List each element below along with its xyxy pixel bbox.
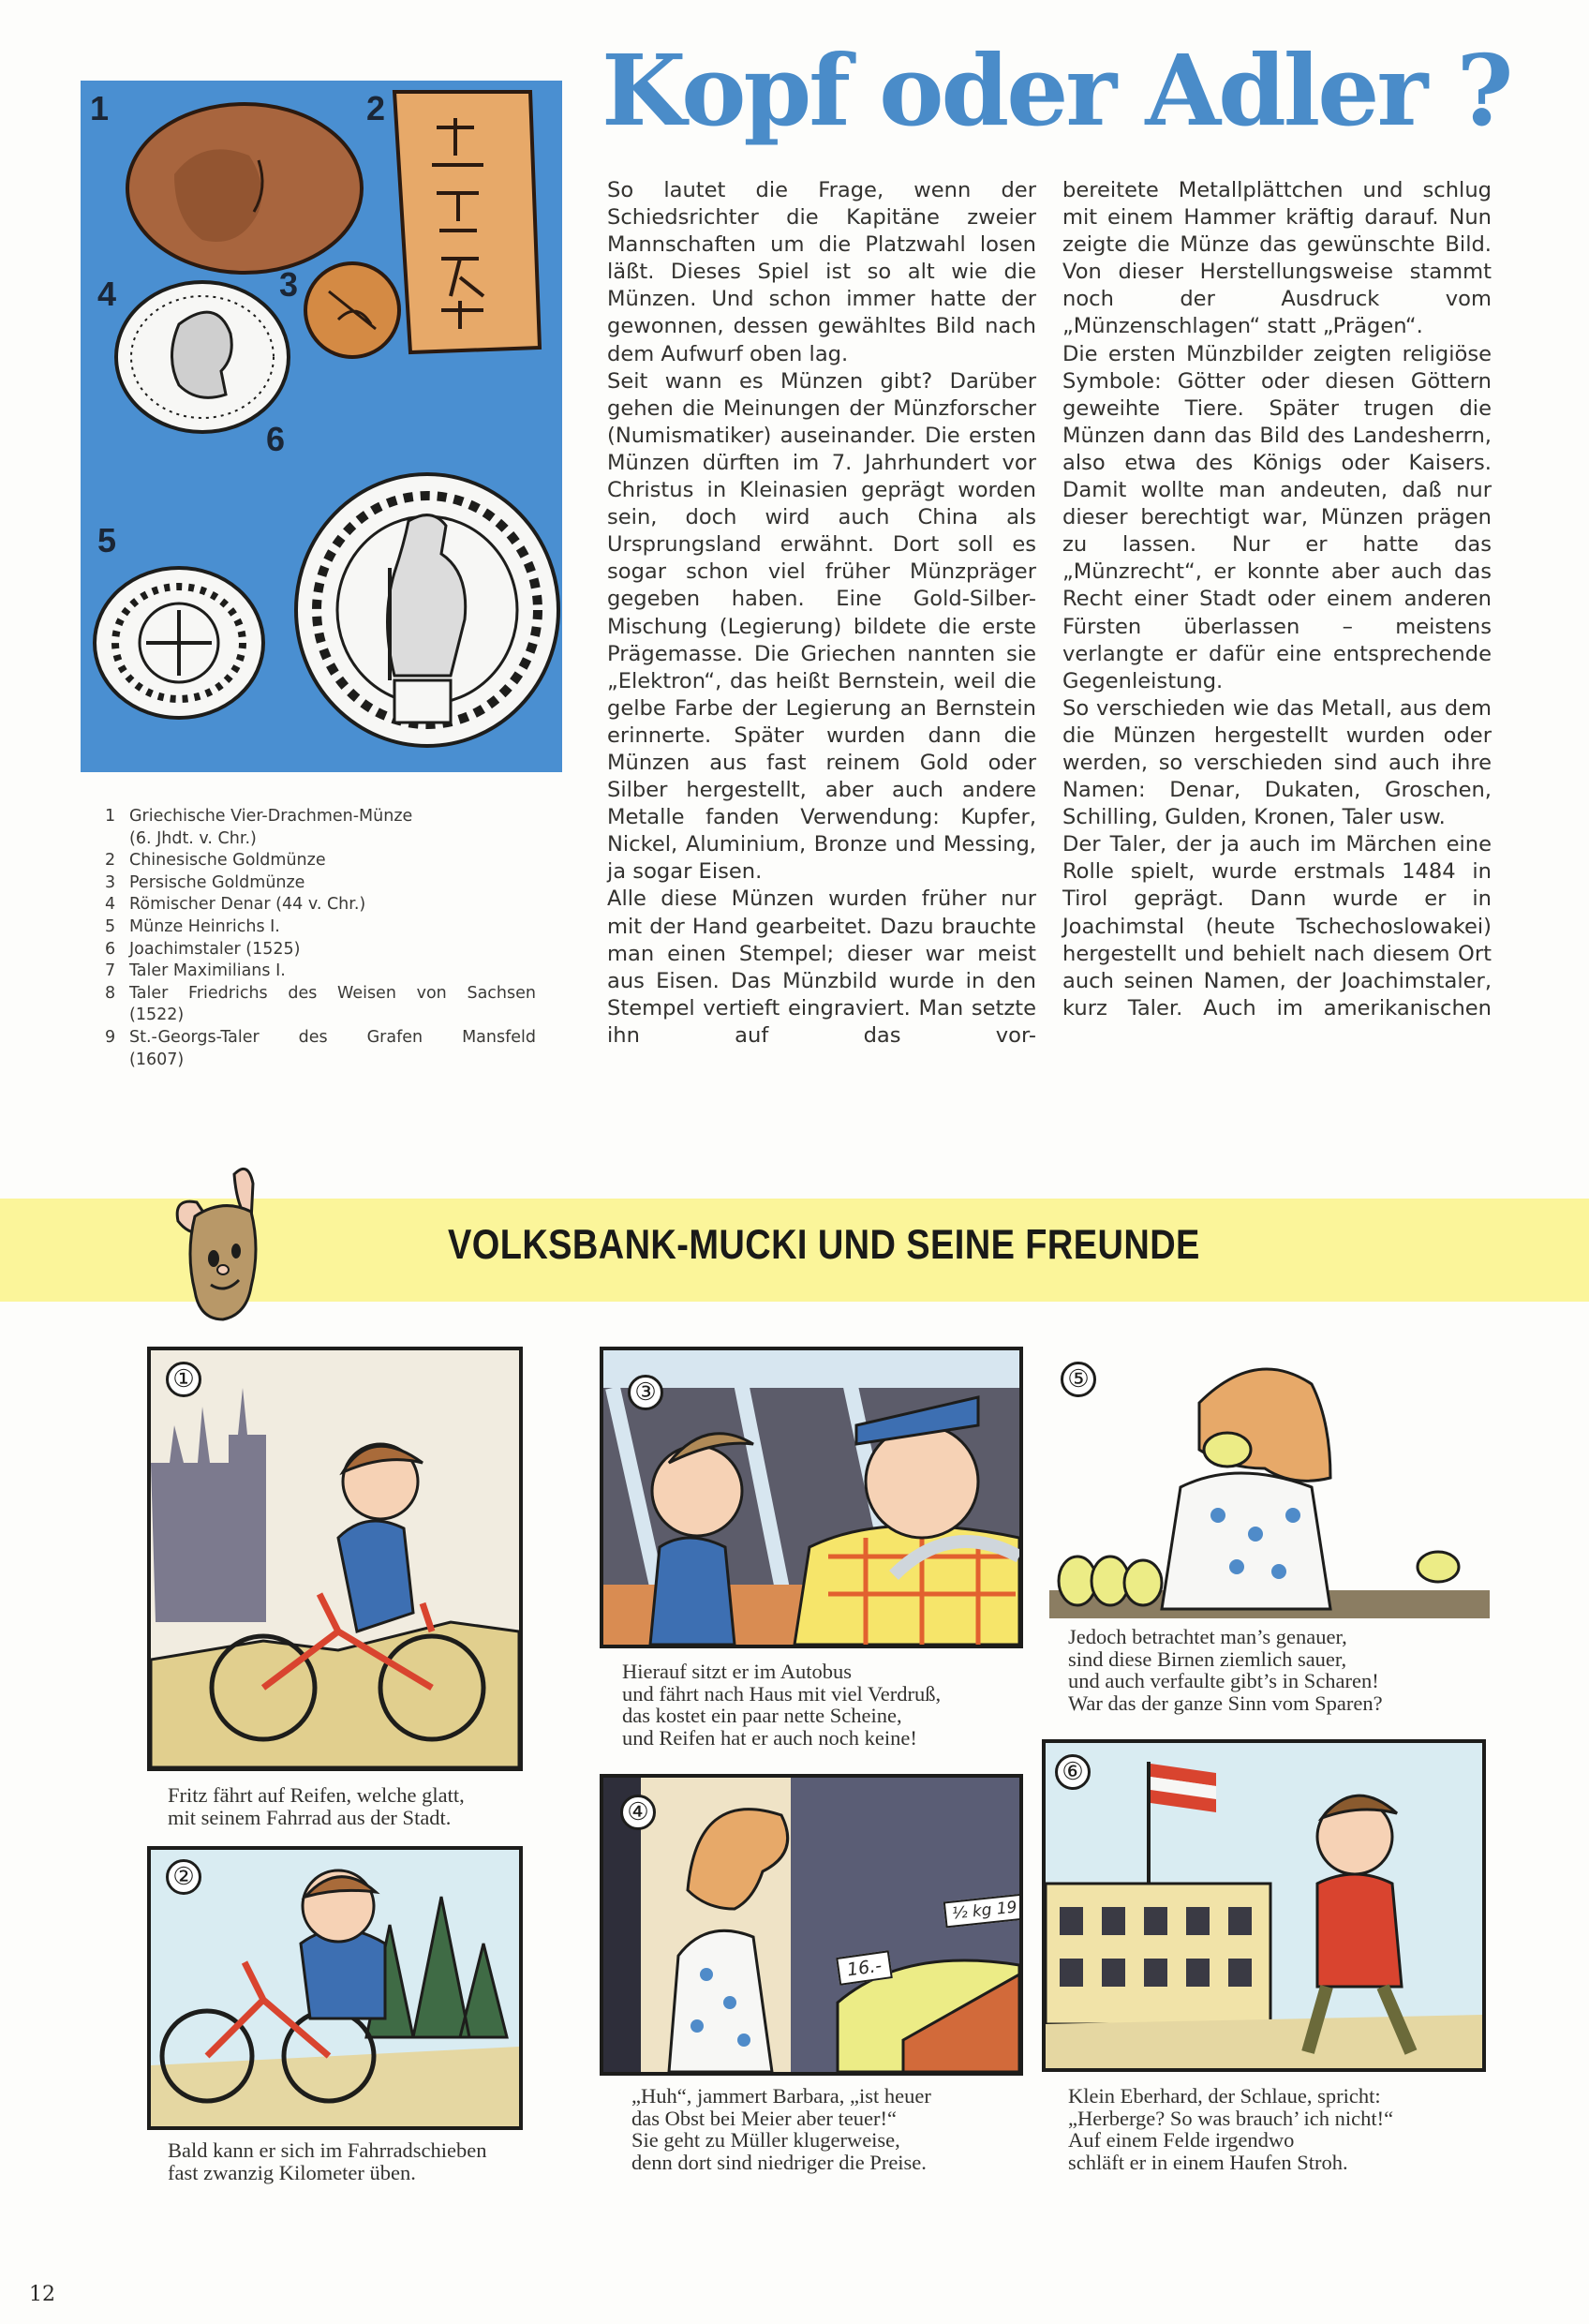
article-paragraph: So lautet die Frage, wenn der Schiedsrichter die Kapitäne zweier Mannschaften um die Platzwahl losen läßt. Dieses Spiel ist so alt wie die Münzen. Und schon immer hatte der gewonnen, dessen gewähltes Bild nach dem Aufwurf oben lag. <box>607 178 1036 366</box>
mucki-mouse-head-icon <box>169 1165 281 1322</box>
panel-4-verse: „Huh“, jammert Barbara, „ist heuer das Obst bei Meier aber teuer!“ Sie geht zu Müller klugerweise, denn dort sind niedriger die Preise. <box>631 2084 931 2174</box>
caption-item: 3 Persische Goldmünze <box>105 872 305 892</box>
caption-item-cont: (1607) <box>129 1050 185 1069</box>
panel-5-illustration-sour-pear <box>1040 1347 1497 1618</box>
price-sign: ½ kg 19 <box>943 1894 1023 1929</box>
article-title: Kopf oder Adler ? <box>601 33 1511 148</box>
caption-item: 2 Chinesische Goldmünze <box>105 851 326 871</box>
panel-number-badge: ④ <box>620 1795 656 1830</box>
comic-panel-1 <box>147 1347 523 1771</box>
panel-2-verse: Bald kann er sich im Fahrradschieben fast zwanzig Kilometer üben. <box>168 2138 487 2184</box>
panel-3-verse: Hierauf sitzt er im Autobus und fährt nach Haus mit viel Verdruß, das kostet ein paar nette Scheine, und Reifen hat er auch noch keine! <box>622 1660 942 1750</box>
comic-panel-5 <box>1040 1347 1497 1618</box>
coin-chinese-bar <box>394 92 540 352</box>
article-paragraph: bereitete Metallplättchen und schlug mit einem Hammer kräftig darauf. Nun zeigte die Münze das gewünschte Bild. Von dieser Herstellungsweise stammt noch der Ausdruck vom „Münzenschlagen“ statt „Prägen“. <box>1062 178 1492 339</box>
coin-label: 1 <box>90 89 110 127</box>
coin-illustration <box>81 81 562 772</box>
panel-1-illustration-cyclist <box>151 1350 519 1767</box>
panel-5-verse: Jedoch betrachtet man’s genauer, sind diese Birnen ziemlich sauer, und auch verfaulte gibt’s in Scharen! War das der ganze Sinn vom Sparen? <box>1068 1625 1383 1715</box>
coin-label: 2 <box>366 89 386 127</box>
panel-3-illustration-bus <box>603 1350 1019 1645</box>
panel-1-verse: Fritz fährt auf Reifen, welche glatt, mit seinem Fahrrad aus der Stadt. <box>168 1783 465 1829</box>
article-paragraph: Der Taler, der ja auch im Märchen eine Rolle spielt, wurde erstmals 1484 in Tirol geprägt. Dann wurde er in Joachimstal (heute Tschechoslowakei) hergestellt und behielt nach diesem Ort auch seinen Namen, der Joachimstaler, kurz Taler. Auch im amerikanischen <box>1062 832 1492 1020</box>
page-number: 12 <box>29 2283 55 2306</box>
comic-panel-4 <box>600 1774 1023 2076</box>
caption-item: 1 Griechische Vier-Drachmen-Münze <box>105 807 413 826</box>
coin-label: 5 <box>97 521 117 559</box>
article-paragraph: Seit wann es Münzen gibt? Darüber gehen die Meinungen der Münzforscher (Numismatiker) auseinander. Die ersten Münzen dürften im 7. Jahrhundert vor Christus in Kleinasien geprägt worden sein, doch wird auch China als Ursprungsland erwähnt. Dort soll es sogar schon viel früher Münzpräger gegeben haben. Eine Gold-Silber-Mischung (Legierung) bildete die erste Prägemasse. Die Griechen nannten sie „Elektron“, das heißt Bernstein, weil die gelbe Farbe der Legierung an Bernstein erinnerte. Später wurden dann die Münzen aus fast reinem Gold oder Silber hergestellt, aber auch andere Metalle fanden Verwendung: Kupfer, Nickel, Aluminium, Bronze und Messing, ja sogar Eisen. <box>607 368 1036 885</box>
coin-label: 6 <box>266 420 286 458</box>
comic-title: VOLKSBANK-MUCKI UND SEINE FREUNDE <box>448 1222 1200 1269</box>
caption-item: 9 St.-Georgs-Taler des Grafen Mansfeld <box>105 1027 536 1047</box>
caption-item: 8 Taler Friedrichs des Weisen von Sachsen <box>105 983 536 1003</box>
comic-panel-2 <box>147 1846 523 2130</box>
panel-2-illustration-pushing-bike <box>151 1850 519 2126</box>
article-paragraph: Die ersten Münzbilder zeigten religiöse Symbole: Götter oder diesen Göttern geweihte Tiere. Später trugen die Münzen dann das Bild des Landesherrn, also etwa des Königs oder Kaisers. Damit wollte man andeuten, daß nur dieser berechtigt war, Münzen prägen zu lassen. Nur er hatte das „Münzrecht“, er konnte aber auch das Recht einer Stadt oder einem anderen Fürsten überlassen – meistens verlangte er dafür eine entsprechende Gegenleistung. <box>1062 341 1492 693</box>
comic-panel-3 <box>600 1347 1023 1648</box>
panel-number-badge: ② <box>166 1859 201 1895</box>
caption-item-cont: (6. Jhdt. v. Chr.) <box>129 828 257 848</box>
coin-label: 4 <box>97 275 117 313</box>
panel-6-illustration-hostel <box>1046 1743 1482 2068</box>
caption-item: 6 Joachimstaler (1525) <box>105 939 301 959</box>
coin-caption-list <box>105 806 536 1071</box>
article-column-1 <box>607 177 1036 1050</box>
coin-label: 3 <box>279 265 299 304</box>
caption-item: 4 Römischer Denar (44 v. Chr.) <box>105 895 366 915</box>
panel-6-verse: Klein Eberhard, der Schlaue, spricht: „Herberge? So was brauch’ ich nicht!“ Auf einem Felde irgendwo schläft er in einem Haufen Stroh. <box>1068 2084 1394 2174</box>
caption-item: 7 Taler Maximilians I. <box>105 961 286 981</box>
panel-number-badge: ① <box>166 1362 201 1397</box>
panel-number-badge: ⑤ <box>1061 1362 1096 1397</box>
comic-panel-6 <box>1042 1739 1486 2072</box>
article-paragraph: So verschieden wie das Metall, aus dem die Münzen hergestellt wurden oder werden, so verschieden sind auch ihre Namen: Denar, Dukaten, Groschen, Schilling, Gulden, Kronen, Taler usw. <box>1062 695 1492 830</box>
panel-number-badge: ③ <box>628 1375 663 1410</box>
caption-item: 5 Münze Heinrichs I. <box>105 916 280 936</box>
panel-number-badge: ⑥ <box>1055 1754 1091 1790</box>
caption-item-cont: (1522) <box>129 1006 185 1025</box>
price-sign: 16.- <box>836 1950 893 1986</box>
article-paragraph: Alle diese Münzen wurden früher nur mit der Hand gearbeitet. Dazu brauchte man einen Stempel; dieser war meist aus Eisen. Das Münzbild wurde in den Stempel vertieft eingraviert. Man setzte ihn auf das vor- <box>607 886 1036 1048</box>
article-column-2 <box>1062 177 1492 1022</box>
